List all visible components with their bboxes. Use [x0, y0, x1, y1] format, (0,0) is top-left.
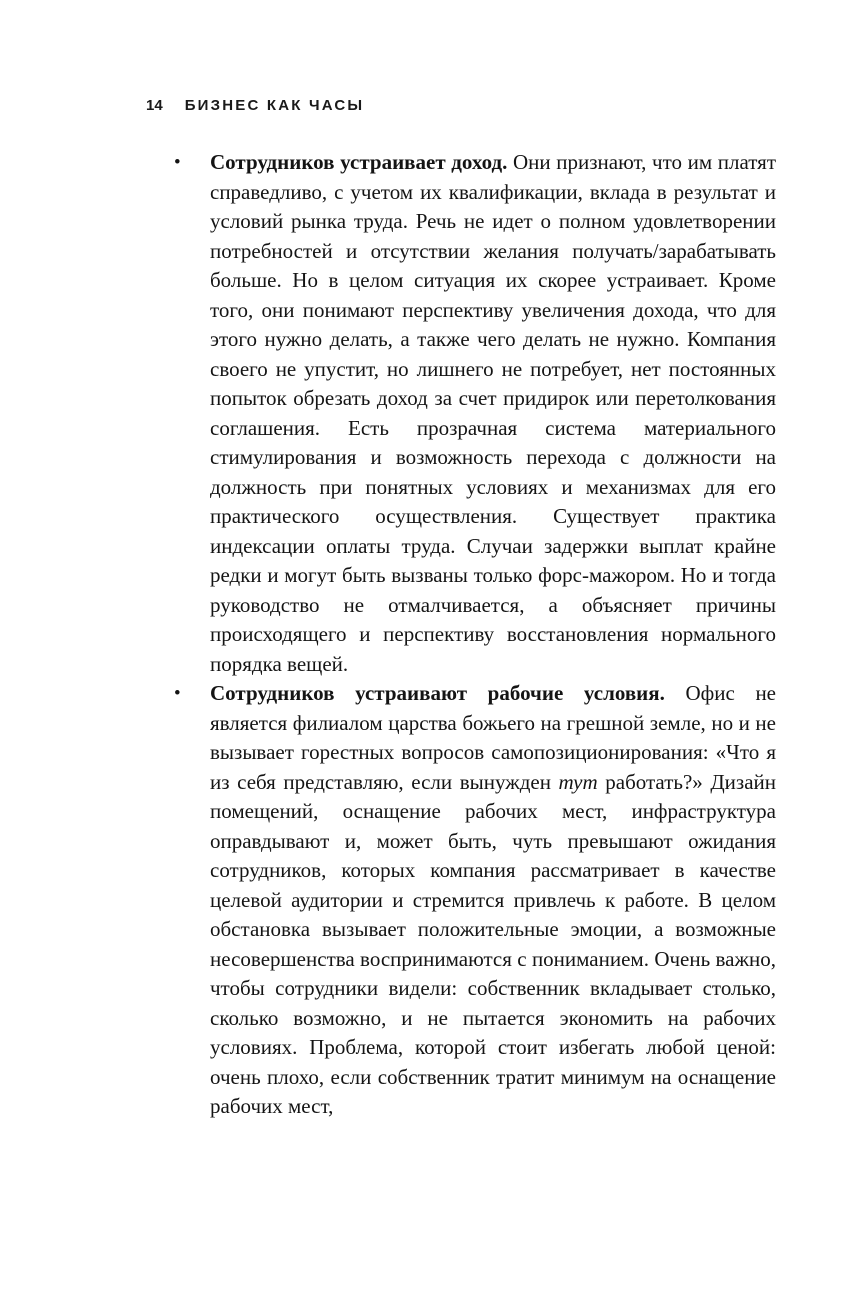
bullet-icon: • [174, 683, 181, 704]
paragraph-conditions-body-1: Офис не является филиалом царства божьего на грешной земле, но и не вызывает горестных вопросов самопозиционирования: «Что я из себя представляю, если вынужден [210, 681, 776, 794]
paragraph-conditions-italic-word: тут [558, 769, 598, 794]
paragraph-conditions-body-2: работать?» Дизайн помещений, оснащение рабочих мест, инфраструктура оправдывают и, может быть, чуть превышают ожидания сотрудников, которых компания рассматривает в качестве целевой аудитории и стремится привлечь к работе. В целом обстановка вызывает положительные эмоции, а возможные несовершенства воспринимаются с пониманием. Очень важно, чтобы сотрудники видели: собственник вкладывает столько, сколько возможно, и не пытается экономить на рабочих условиях. Проблема, которой стоит избегать любой ценой: очень плохо, если собственник тратит минимум на оснащение рабочих мест, [210, 769, 776, 1118]
page-header [146, 97, 364, 114]
paragraph-conditions-lead: Сотрудников устраивают рабочие условия. [210, 681, 665, 705]
paragraph-income [210, 148, 776, 679]
page-number: 14 [146, 97, 163, 114]
paragraph-income-lead: Сотрудников устраивает доход. [210, 150, 508, 174]
bullet-icon: • [174, 152, 181, 173]
page-body [146, 148, 776, 1122]
bullet-item-income [146, 148, 776, 679]
paragraph-income-body: Они признают, что им платят справедливо, с учетом их квалификации, вклада в результат и условий рынка труда. Речь не идет о полном удовлетворении потребностей и отсутствии желания получать/зарабатывать больше. Но в целом ситуация их скорее устраивает. Кроме того, они понимают перспективу увеличения дохода, что для этого нужно делать, а также чего делать не нужно. Компания своего не упустит, но лишнего не потребует, нет постоянных попыток обрезать доход за счет придирок или перетолкования соглашения. Есть прозрачная система материального стимулирования и возможность перехода с должности на должность при понятных условиях и механизмах для его практического осуществления. Существует практика индексации оплаты труда. Случаи задержки выплат крайне редки и могут быть вызваны только форс-мажором. Но и тогда руководство не отмалчивается, а объясняет причины происходящего и перспективу восстановления нормального порядка вещей. [210, 150, 776, 676]
running-title: БИЗНЕС КАК ЧАСЫ [184, 97, 365, 114]
paragraph-conditions [210, 679, 776, 1122]
bullet-item-conditions [146, 679, 776, 1122]
